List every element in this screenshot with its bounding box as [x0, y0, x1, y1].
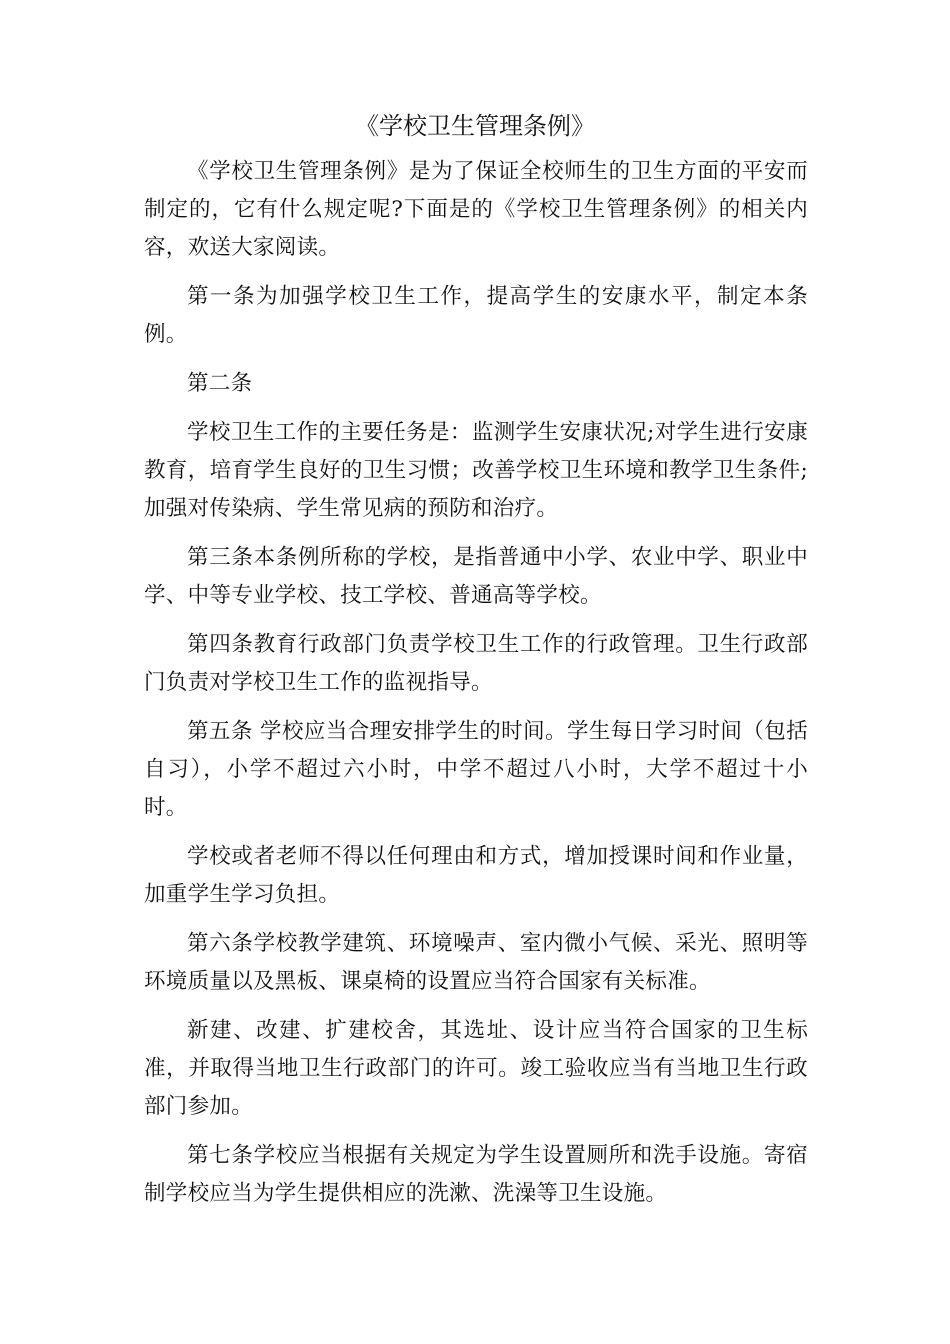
paragraph-article-2-body: 学校卫生工作的主要任务是：监测学生安康状况;对学生进行安康教育，培育学生良好的卫生习惯；改善学校卫生环境和教学卫生条件;加强对传染病、学生常见病的预防和治疗。 — [144, 420, 808, 521]
paragraph-article-3: 第三条本条例所称的学校，是指普通中小学、农业中学、职业中学、中等专业学校、技工学校、普通高等学校。 — [144, 545, 808, 608]
paragraph-article-2-heading: 第二条 — [187, 371, 253, 396]
paragraph-article-1: 第一条为加强学校卫生工作，提高学生的安康水平，制定本条例。 — [144, 284, 808, 347]
paragraph-article-6-cont: 新建、改建、扩建校舍，其选址、设计应当符合国家的卫生标准，并取得当地卫生行政部门的许可。竣工验收应当有当地卫生行政部门参加。 — [144, 1018, 808, 1119]
document-title: 《学校卫生管理条例》 — [355, 112, 595, 140]
paragraph-article-5-cont: 学校或者老师不得以任何理由和方式，增加授课时间和作业量，加重学生学习负担。 — [144, 844, 808, 907]
paragraph-intro: 《学校卫生管理条例》是为了保证全校师生的卫生方面的平安而制定的，它有什么规定呢?下面是的《学校卫生管理条例》的相关内容，欢送大家阅读。 — [144, 159, 808, 260]
paragraph-article-5: 第五条 学校应当合理安排学生的时间。学生每日学习时间（包括自习），小学不超过六小时，中学不超过八小时，大学不超过十小时。 — [144, 719, 808, 820]
paragraph-article-6: 第六条学校教学建筑、环境噪声、室内微小气候、采光、照明等环境质量以及黑板、课桌椅的设置应当符合国家有关标准。 — [144, 931, 808, 994]
document-body — [144, 153, 808, 1224]
paragraph-article-7: 第七条学校应当根据有关规定为学生设置厕所和洗手设施。寄宿制学校应当为学生提供相应的洗漱、洗澡等卫生设施。 — [144, 1143, 808, 1206]
paragraph-article-4: 第四条教育行政部门负责学校卫生工作的行政管理。卫生行政部门负责对学校卫生工作的监视指导。 — [144, 632, 808, 695]
